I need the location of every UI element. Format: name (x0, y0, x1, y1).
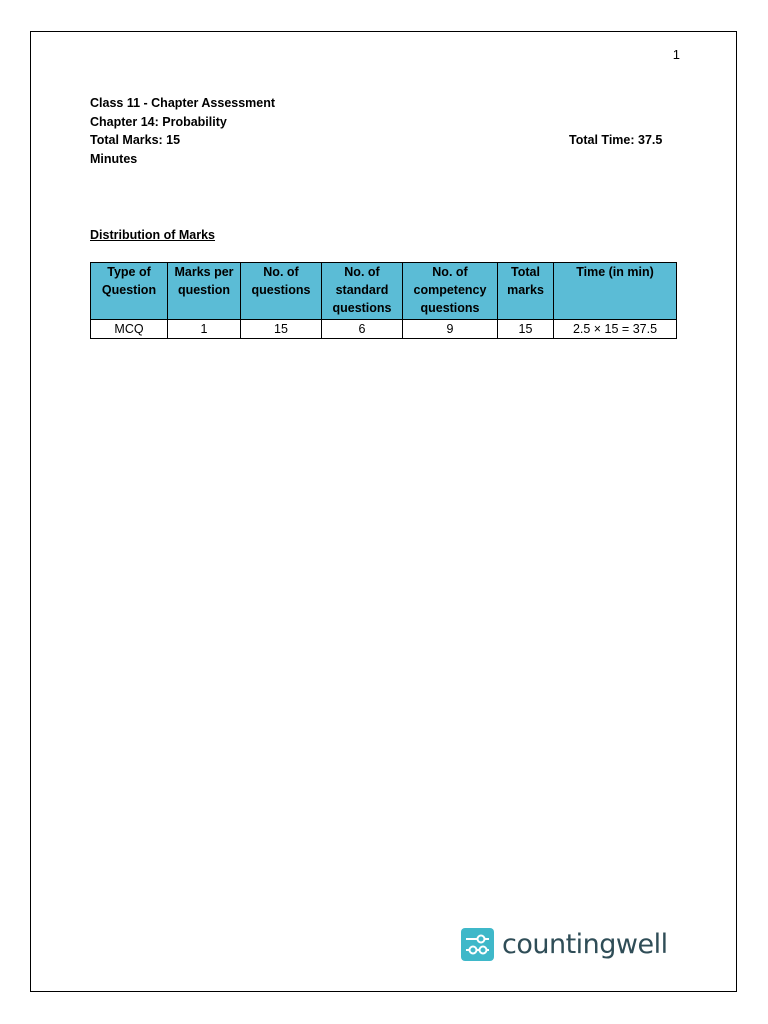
cell-questions: 15 (241, 320, 322, 339)
header-cell-marks-per-question (168, 263, 241, 320)
chapter-title: Chapter 14: Probability (90, 115, 227, 129)
total-time: Total Time: 37.5 (569, 133, 663, 147)
header-text: Question (101, 283, 157, 297)
header-text: standard (335, 283, 389, 297)
page-number: 1 (672, 47, 680, 62)
header-cell-questions (241, 263, 322, 320)
header-text: questions (332, 301, 392, 315)
header-text: Time (in min) (576, 265, 654, 279)
cell-total-marks: 15 (498, 320, 554, 339)
cell-time: 2.5 × 15 = 37.5 (554, 320, 677, 339)
header-text: questions (251, 283, 311, 297)
header-cell-standard-questions (322, 263, 403, 320)
header-text: Marks per (174, 265, 234, 279)
header-cell-competency-questions (403, 263, 498, 320)
header-text: No. of (432, 265, 468, 279)
table-row (91, 320, 677, 339)
cell-type: MCQ (91, 320, 168, 339)
cell-standard-questions: 6 (322, 320, 403, 339)
section-title: Distribution of Marks (90, 228, 216, 242)
header-text: questions (420, 301, 480, 315)
countingwell-logo (461, 928, 668, 961)
header-text: Total (511, 265, 540, 279)
header-cell-total-marks (498, 263, 554, 320)
cell-competency-questions: 9 (403, 320, 498, 339)
header-text: Type of (107, 265, 151, 279)
table-header-row (91, 263, 677, 320)
assessment-title: Class 11 - Chapter Assessment (90, 96, 276, 110)
header-text: marks (507, 283, 544, 297)
header-cell-time (554, 263, 677, 320)
marks-distribution-table (90, 262, 677, 339)
brand-name: countingwell (502, 929, 668, 960)
header-text: competency (413, 283, 487, 297)
cell-marks-per-question: 1 (168, 320, 241, 339)
minutes-label: Minutes (90, 152, 138, 166)
header-cell-type (91, 263, 168, 320)
header-text: No. of (344, 265, 380, 279)
header-text: No. of (263, 265, 299, 279)
countingwell-logo-icon (461, 928, 494, 961)
header-text: question (177, 283, 231, 297)
page-border (30, 31, 737, 992)
total-marks: Total Marks: 15 (90, 133, 181, 147)
